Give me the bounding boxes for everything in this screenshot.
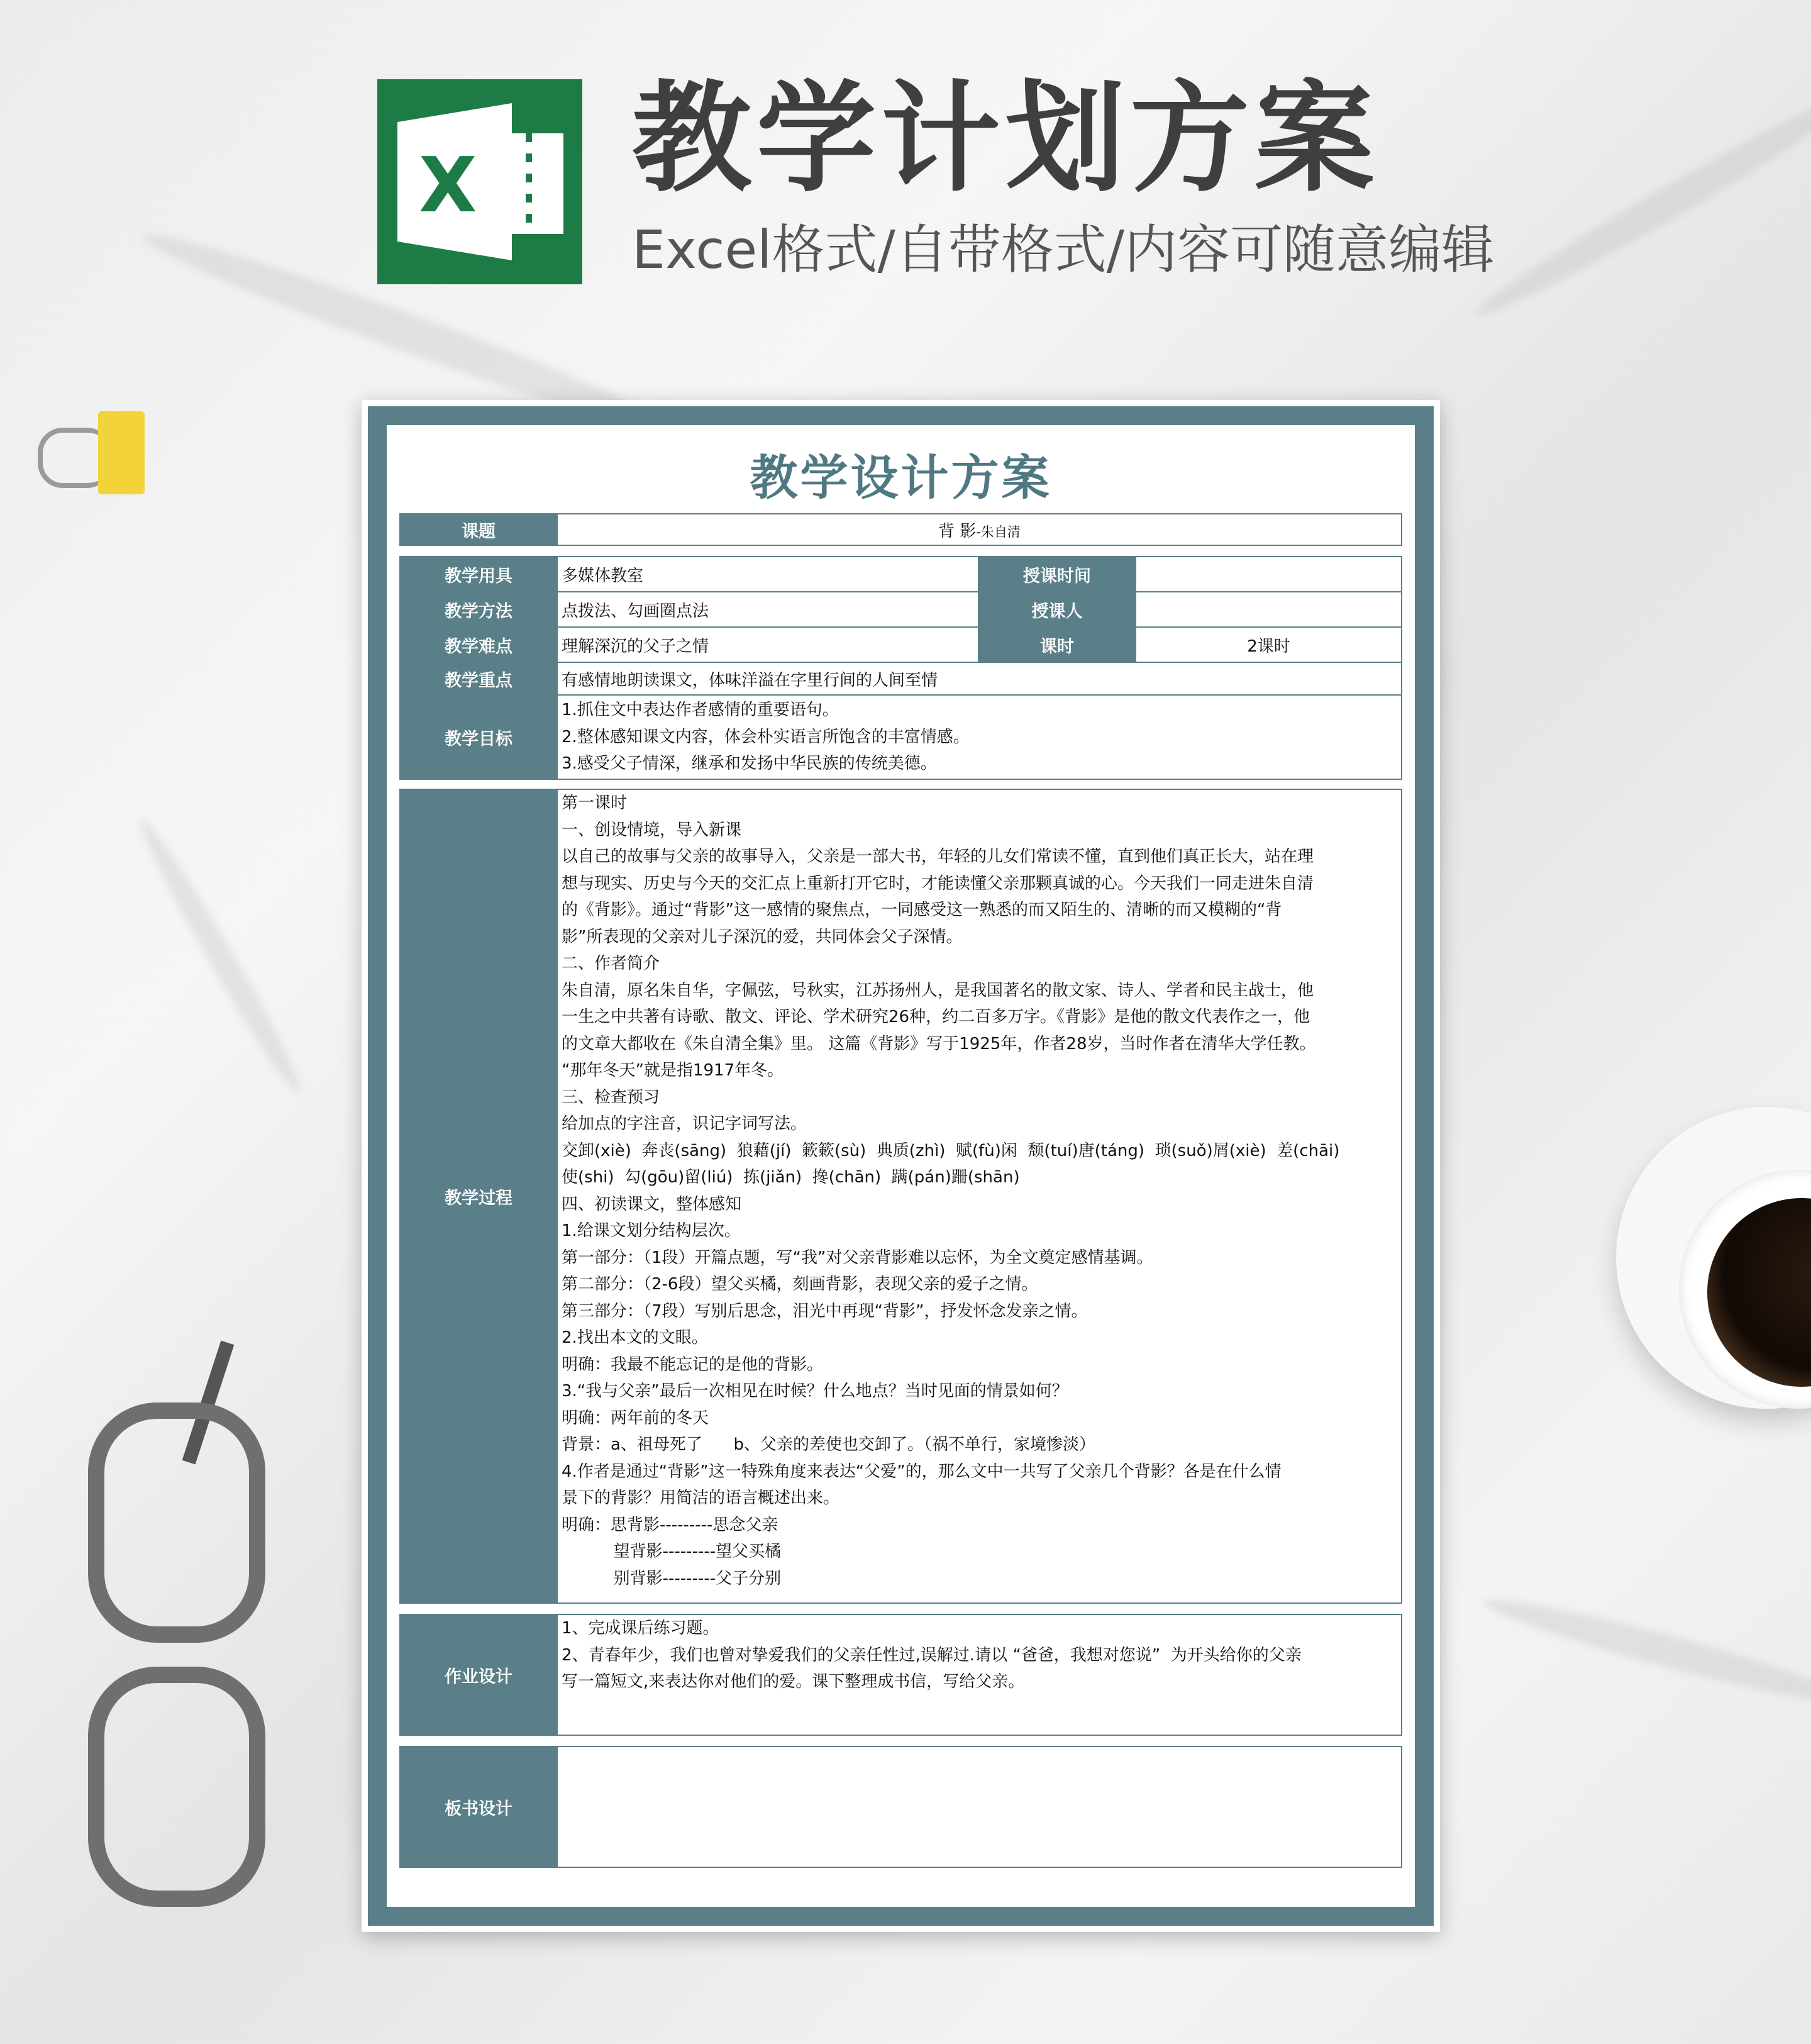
marble-vein xyxy=(1480,1587,1811,1715)
process-line: 第三部分：（7段）写别后思念，泪光中再现“背影”，抒发怀念发亲之情。 xyxy=(562,1301,1088,1321)
process-line: 的文章大都收在《朱自清全集》里。 这篇《背影》写于1925年，作者28岁，当时作者在清华大学任教。 xyxy=(562,1034,1316,1053)
process-line: 想与现实、历史与今天的交汇点上重新打开它时，才能读懂父亲那颗真诚的心。今天我们一同走进朱自清 xyxy=(562,874,1314,893)
process-label: 教学过程 xyxy=(400,789,557,1603)
marble-vein xyxy=(131,813,310,1098)
process-line: 背景：a、祖母死了 b、父亲的差使也交卸了。（祸不单行，家境惨淡） xyxy=(562,1435,1096,1454)
homework-line: 2、青春年少，我们也曾对挚爱我们的父亲任性过,误解过.请以 “爸爸，我想对您说” 为开头给你的父亲 xyxy=(562,1645,1302,1665)
focus-label: 教学重点 xyxy=(400,662,557,695)
goal-line: 1.抓住文中表达作者感情的重要语句。 xyxy=(562,701,839,720)
process-line: 交卸(xiè) 奔丧(sāng) 狼藉(jí) 簌簌(sù) 典质(zhì) 赋(fù)闲 颓(tuí)唐(táng) 琐(suǒ)屑(xiè) 差(chāi) xyxy=(562,1141,1340,1160)
process-line: 1.给课文划分结构层次。 xyxy=(562,1221,741,1240)
process-line: 明确：我最不能忘记的是他的背影。 xyxy=(562,1355,824,1374)
process-line: 朱自清，原名朱自华，字佩弦，号秋实，江苏扬州人，是我国著名的散文家、诗人、学者和民主战士，他 xyxy=(562,980,1314,1000)
topic-label: 课题 xyxy=(400,514,557,545)
process-line: 使(shi) 勾(gōu)留(liú) 拣(jiǎn) 搀(chān) 蹒(pán)跚(shān) xyxy=(562,1168,1020,1187)
time-value[interactable] xyxy=(1136,557,1402,592)
document-inner xyxy=(387,425,1415,1907)
teacher-value[interactable] xyxy=(1136,592,1402,627)
goal-value[interactable] xyxy=(557,695,1402,779)
binder-clip-icon xyxy=(38,409,145,497)
hours-label: 课时 xyxy=(978,627,1136,662)
process-line: 三、检查预习 xyxy=(562,1087,660,1107)
process-line: 第二部分：（2-6段）望父买橘，刻画背影，表现父亲的爱子之情。 xyxy=(562,1275,1038,1294)
process-line: 以自己的故事与父亲的故事导入，父亲是一部大书，年轻的儿女们常读不懂，直到他们真正长大，站在理 xyxy=(562,847,1314,866)
process-line: “那年冬天”就是指1917年冬。 xyxy=(562,1061,784,1080)
goal-line: 3.感受父子情深，继承和发扬中华民族的传统美德。 xyxy=(562,754,937,774)
marble-vein xyxy=(1468,81,1811,328)
excel-x-letter: X xyxy=(419,142,477,230)
process-line: 二、作者简介 xyxy=(562,954,660,973)
process-line: 给加点的字注音，识记字词写法。 xyxy=(562,1114,807,1133)
process-value[interactable] xyxy=(557,789,1402,1603)
tools-label: 教学用具 xyxy=(400,557,557,592)
method-label: 教学方法 xyxy=(400,592,557,627)
hours-value[interactable]: 2课时 xyxy=(1136,627,1402,662)
board-value[interactable] xyxy=(557,1747,1402,1867)
method-value[interactable]: 点拨法、勾画圈点法 xyxy=(557,592,978,627)
topic-author: -朱自清 xyxy=(976,524,1021,540)
page-subtitle: Excel格式/自带格式/内容可随意编辑 xyxy=(632,219,1495,280)
homework-label: 作业设计 xyxy=(400,1614,557,1735)
board-label: 板书设计 xyxy=(400,1747,557,1867)
homework-line: 1、完成课后练习题。 xyxy=(562,1619,719,1638)
process-table xyxy=(399,789,1402,1604)
document-title: 教学设计方案 xyxy=(750,450,1052,506)
process-line: 4.作者是通过“背影”这一特殊角度来表达“父爱”的，那么文中一共写了父亲几个背影？各是在什么情 xyxy=(562,1462,1282,1481)
eyeglasses-icon xyxy=(75,1352,252,1899)
goal-label: 教学目标 xyxy=(400,695,557,779)
process-line: 3.“我与父亲”最后一次相见在时候？什么地点？当时见面的情景如何？ xyxy=(562,1382,1068,1401)
process-line: 一生之中共著有诗歌、散文、评论、学术研究26种，约二百多万字。《背影》是他的散文代表作之一，他 xyxy=(562,1008,1310,1026)
process-line: 2.找出本文的文眼。 xyxy=(562,1328,708,1347)
process-line: 明确：两年前的冬天 xyxy=(562,1408,709,1428)
tools-value[interactable]: 多媒体教室 xyxy=(557,557,978,592)
process-line: 明确：思背影---------思念父亲 xyxy=(562,1515,778,1535)
document-frame xyxy=(368,406,1434,1926)
process-line: 望背影---------望父买橘 xyxy=(562,1542,782,1561)
topic-cell[interactable] xyxy=(557,514,1402,545)
focus-value[interactable]: 有感情地朗读课文，体味洋溢在字里行间的人间至情 xyxy=(557,662,1402,695)
time-label: 授课时间 xyxy=(978,557,1136,592)
teacher-label: 授课人 xyxy=(978,592,1136,627)
goal-line: 2.整体感知课文内容，体会朴实语言所饱含的丰富情感。 xyxy=(562,727,970,747)
excel-logo-icon xyxy=(377,79,582,284)
homework-value[interactable] xyxy=(557,1614,1402,1735)
process-line: 第一课时 xyxy=(562,794,628,813)
process-line: 的《背影》。通过“背影”这一感情的聚焦点，一同感受这一熟悉的而又陌生的、清晰的而又模糊的“背 xyxy=(562,901,1282,919)
board-table xyxy=(399,1746,1402,1868)
difficulty-value[interactable]: 理解深沉的父子之情 xyxy=(557,627,978,662)
homework-line: 写一篇短文,来表达你对他们的爱。课下整理成书信，写给父亲。 xyxy=(562,1672,1025,1691)
excel-grid-shape xyxy=(501,133,563,234)
homework-table xyxy=(399,1614,1402,1736)
process-line: 四、初读课文，整体感知 xyxy=(562,1194,742,1214)
topic-table xyxy=(399,513,1402,546)
process-line: 影”所表现的父亲对儿子深沉的爱，共同体会父子深情。 xyxy=(562,927,963,947)
info-table xyxy=(399,556,1402,780)
document-sheet xyxy=(362,400,1440,1932)
difficulty-label: 教学难点 xyxy=(400,627,557,662)
coffee-cup-icon xyxy=(1616,1107,1811,1409)
topic-value: 背 影 xyxy=(938,521,977,541)
process-line: 一、创设情境，导入新课 xyxy=(562,820,742,840)
page-title: 教学计划方案 xyxy=(632,69,1380,208)
process-line: 第一部分：（1段）开篇点题，写“我”对父亲背影难以忘怀，为全文奠定感情基调。 xyxy=(562,1248,1153,1267)
process-line: 别背影---------父子分别 xyxy=(562,1569,782,1588)
process-line: 景下的背影？用简洁的语言概述出来。 xyxy=(562,1489,840,1508)
